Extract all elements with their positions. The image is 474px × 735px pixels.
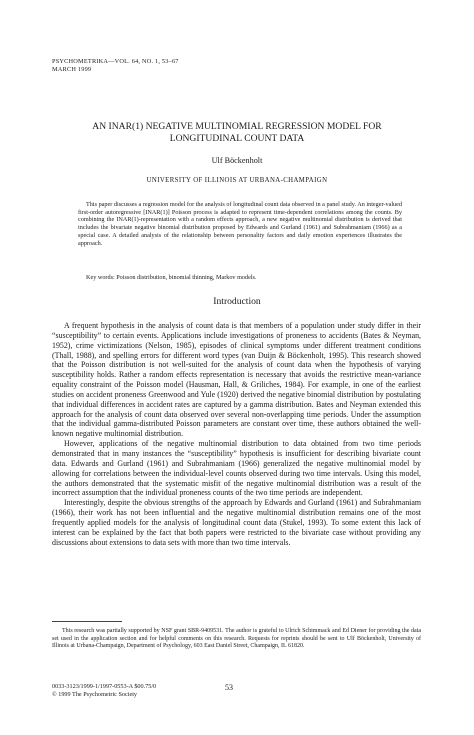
footnote-text: This research was partially supported by NSF grant SBR-9409531. The author is grateful to Ulrich Schimmack and Ed Diener for providing the data set used in the application section and for helpful comments on this research. Requests for reprints should be sent to Ulf Böckenholt, University of Illinois at Urbana-Champaign, Department of Psychology, 603 East Daniel Street, Champaign, IL 61820. <box>52 628 421 650</box>
body-paragraph: However, applications of the negative multinomial distribution to data obtained from two time periods demonstrated that in many instances the “susceptibility” hypothesis is insufficient for describing bivariate count data. Edwards and Gurland (1961) and Subrahmaniam (1966) generalized the negative multinomial model by allowing for correlations between the individual-level counts observed during two time intervals. Using this model, the authors demonstrated that the systematic misfit of the negative multinomial distribution was a result of the incorrect assumption that the individual proneness counts of the two time periods are independent. <box>52 439 421 498</box>
footnote <box>52 628 421 651</box>
journal-line: PSYCHOMETRIKA—VOL. 64, NO. 1, 53–67 <box>52 58 179 65</box>
page-number: 53 <box>225 683 233 692</box>
body-text <box>52 321 421 547</box>
author-affiliation: UNIVERSITY OF ILLINOIS AT URBANA-CHAMPAIGN <box>146 177 328 184</box>
title-line-1: AN INAR(1) NEGATIVE MULTINOMIAL REGRESSION MODEL FOR <box>92 121 382 132</box>
author-name: Ulf Böckenholt <box>211 156 263 165</box>
journal-header <box>52 58 179 74</box>
publication-info <box>52 683 156 699</box>
abstract <box>78 201 402 247</box>
abstract-text: This paper discusses a regression model for the analysis of longitudinal count data observed in a panel study. An integer-valued first-order autoregressive [INAR(1)] Poisson process is adapted to represent time-dependent correlations among the counts. By combining the INAR(1)-representation with a random effects approach, a new negative multinomial distribution is derived that includes the bivariate negative binomial distribution proposed by Edwards and Gurland (1961) and Subrahmaniam (1966) as a special case. A detailed analysis of the relationship between personality factors and daily emotion experiences illustrates the approach. <box>78 201 402 247</box>
title-line-2: LONGITUDINAL COUNT DATA <box>169 132 305 144</box>
keywords: Key words: Poisson distribution, binomial thinning, Markov models. <box>86 274 257 281</box>
footnote-divider <box>52 621 122 622</box>
body-paragraph: Interestingly, despite the obvious strengths of the approach by Edwards and Gurland (1961) and Subrahmaniam (1966), their work has not been influential and the negative multinomial distribution remains one of the most frequently applied models for the analysis of longitudinal count data (Stukel, 1993). To some extent this lack of interest can be explained by the fact that both papers were restricted to the bivariate case without providing any discussions about extensions to data sets with more than two time intervals. <box>52 498 421 547</box>
section-heading-introduction: Introduction <box>213 296 261 307</box>
issue-date: MARCH 1999 <box>52 66 92 73</box>
issn-line: 0033-3123/1999-1/1997-0553-A $00.75/0 <box>52 683 157 690</box>
paper-title <box>40 121 434 144</box>
copyright-line: © 1999 The Psychometric Society <box>52 691 138 698</box>
body-paragraph: A frequent hypothesis in the analysis of count data is that members of a population under study differ in their “susceptibility” to certain events. Applications include investigations of proneness to accidents (Bates & Neyman, 1952), crime victimizations (Nelson, 1985), episodes of clinical symptoms under different treatment conditions (Thall, 1988), and spelling errors for different word types (van Duijn & Böckenholt, 1995). This research showed that the Poisson distribution is not well-suited for the analysis of count data when the hypothesis of varying susceptibility holds. Rather a random effects representation is necessary that avoids the restrictive mean-variance equality constraint of the Poisson model (Hausman, Hall, & Griliches, 1984). For example, in one of the earliest studies on accident proneness Greenwood and Yule (1920) derived the negative binomial distribution by postulating that individual differences in accident rates are captured by a gamma distribution. Bates and Neyman extended this approach for the analysis of count data observed over several non-overlapping time periods. Under the assumption that the individual gamma-distributed Poisson parameters are constant over time, these authors obtained the well-known negative multinomial distribution. <box>52 321 421 439</box>
